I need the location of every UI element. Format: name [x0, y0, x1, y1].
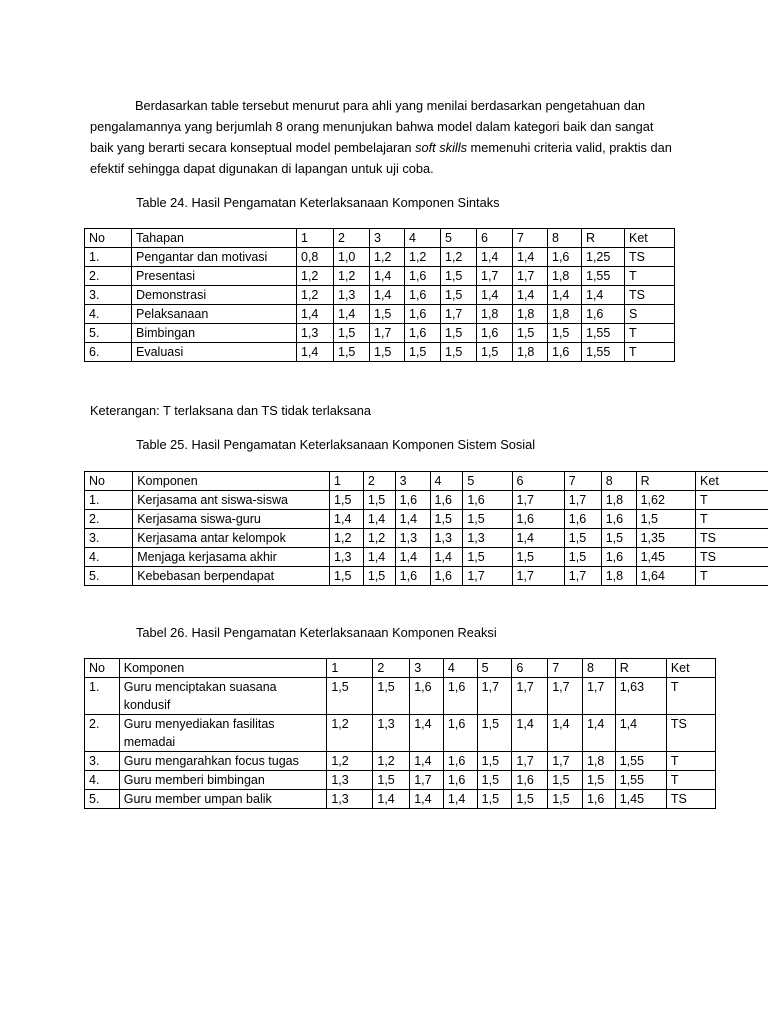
table-cell: 1,7	[564, 567, 601, 586]
table-cell: 1,62	[636, 491, 695, 510]
column-header: 4	[430, 472, 463, 491]
table-cell: 1,2	[441, 248, 477, 267]
column-header: 7	[548, 659, 583, 678]
table-cell: Pengantar dan motivasi	[132, 248, 297, 267]
table-cell: 1,2	[373, 752, 410, 771]
table-cell: 1,3	[330, 548, 364, 567]
table-cell: 1,4	[334, 305, 370, 324]
table-cell: 1,5	[564, 529, 601, 548]
table-cell: TS	[666, 790, 715, 809]
table-cell: 1,5	[441, 267, 477, 286]
table-cell: 1,5	[441, 343, 477, 362]
table-cell: 1,4	[582, 715, 615, 752]
table-cell: 1,4	[615, 715, 666, 752]
table-row	[85, 305, 675, 324]
table-cell: 1,7	[477, 267, 513, 286]
table-cell: 1,7	[512, 491, 564, 510]
table-row	[85, 567, 768, 586]
table-cell: Menjaga kerjasama akhir	[133, 548, 330, 567]
table-cell: 1,2	[363, 529, 395, 548]
table24-body	[85, 248, 675, 362]
table-cell: 1,7	[512, 678, 548, 715]
table-cell: 1,5	[477, 790, 512, 809]
table-cell: 1,4	[512, 529, 564, 548]
table-cell: 1,6	[405, 286, 441, 305]
table-cell: T	[666, 771, 715, 790]
table-cell: 1,5	[477, 715, 512, 752]
column-header: R	[582, 229, 625, 248]
table26-header-row	[85, 659, 716, 678]
column-header: 3	[410, 659, 444, 678]
table-cell: 1,5	[327, 678, 373, 715]
table-cell: 1,63	[615, 678, 666, 715]
table-cell: T	[625, 324, 675, 343]
table-cell: T	[666, 678, 715, 715]
table-cell: 1,5	[463, 548, 512, 567]
table-cell: 1,2	[297, 286, 334, 305]
column-header: 3	[395, 472, 430, 491]
table26-header	[85, 659, 716, 678]
table-row	[85, 343, 675, 362]
paragraph-text-end: memenuhi criteria valid, praktis dan efektif sehingga dapat digunakan di lapangan untuk uji coba.	[90, 140, 672, 176]
table-cell: 4.	[85, 305, 132, 324]
table-cell: T	[696, 491, 768, 510]
column-header: 1	[297, 229, 334, 248]
column-header: Ket	[625, 229, 675, 248]
column-header: 7	[564, 472, 601, 491]
table-cell: 1,5	[548, 324, 582, 343]
table25-header	[85, 472, 768, 491]
table-cell: 5.	[85, 567, 133, 586]
table-cell: 1,4	[443, 790, 477, 809]
table-cell: 1,5	[564, 548, 601, 567]
table-row	[85, 248, 675, 267]
column-header: 8	[548, 229, 582, 248]
table-cell: TS	[625, 286, 675, 305]
table-cell: TS	[696, 548, 768, 567]
table-cell: 1,6	[512, 771, 548, 790]
table-cell: 1,4	[395, 548, 430, 567]
table-cell: 4.	[85, 771, 120, 790]
table25-caption: Table 25. Hasil Pengamatan Keterlaksanaan Komponen Sistem Sosial	[136, 437, 536, 452]
table-cell: 1.	[85, 491, 133, 510]
table-cell: Guru menciptakan suasana kondusif	[119, 678, 327, 715]
table-cell: 1,7	[441, 305, 477, 324]
table-cell: 2.	[85, 267, 132, 286]
column-header: 1	[330, 472, 364, 491]
table-cell: 1,6	[443, 715, 477, 752]
table-cell: 1,6	[395, 567, 430, 586]
table-cell: T	[625, 267, 675, 286]
table-cell: 1,8	[548, 267, 582, 286]
table-cell: Kerjasama ant siswa-siswa	[133, 491, 330, 510]
table-cell: 1,7	[548, 678, 583, 715]
column-header: Komponen	[133, 472, 330, 491]
table-row	[85, 790, 716, 809]
column-header: R	[615, 659, 666, 678]
paragraph-italic-term: soft skills	[415, 140, 467, 155]
table-cell: 1,5	[513, 324, 548, 343]
table-cell: 1,5	[334, 343, 370, 362]
column-header: 6	[512, 472, 564, 491]
table-cell: 1,5	[548, 771, 583, 790]
table-cell: 5.	[85, 790, 120, 809]
table-cell: 1,4	[370, 286, 405, 305]
table-row	[85, 678, 716, 715]
table-cell: 1,55	[615, 771, 666, 790]
table-cell: Presentasi	[132, 267, 297, 286]
table-row	[85, 286, 675, 305]
table-cell: 1,5	[363, 567, 395, 586]
table-cell: 1,4	[330, 510, 364, 529]
table25	[84, 471, 768, 586]
table-cell: 1,4	[410, 715, 444, 752]
table-cell: 6.	[85, 343, 132, 362]
table-cell: 1,2	[334, 267, 370, 286]
table-cell: 1,2	[370, 248, 405, 267]
table-cell: 1,6	[564, 510, 601, 529]
table-cell: 1,6	[405, 267, 441, 286]
table-cell: TS	[625, 248, 675, 267]
table-cell: 1,6	[405, 324, 441, 343]
table-cell: 1,4	[297, 343, 334, 362]
table-cell: 1.	[85, 248, 132, 267]
table-cell: 1,3	[463, 529, 512, 548]
table-cell: 1,4	[363, 510, 395, 529]
column-header: 8	[582, 659, 615, 678]
table-cell: 1,5	[636, 510, 695, 529]
table25-header-row	[85, 472, 768, 491]
column-header: Ket	[696, 472, 768, 491]
table26-body	[85, 678, 716, 809]
table-cell: 4.	[85, 548, 133, 567]
column-header: 6	[477, 229, 513, 248]
column-header: 5	[463, 472, 512, 491]
column-header: Ket	[666, 659, 715, 678]
table-cell: 1,5	[441, 324, 477, 343]
table-cell: 1,45	[615, 790, 666, 809]
table-cell: 1,3	[327, 790, 373, 809]
table-cell: 1,3	[327, 771, 373, 790]
table-row	[85, 548, 768, 567]
table-cell: 1,6	[443, 771, 477, 790]
table-cell: 1,5	[405, 343, 441, 362]
table-cell: 3.	[85, 752, 120, 771]
table-cell: 1.	[85, 678, 120, 715]
table-cell: Kebebasan berpendapat	[133, 567, 330, 586]
table-row	[85, 529, 768, 548]
table-cell: T	[666, 752, 715, 771]
table-cell: 1,5	[512, 548, 564, 567]
table-cell: 1,5	[477, 771, 512, 790]
table-cell: 1,8	[513, 343, 548, 362]
table-cell: 1,8	[601, 567, 636, 586]
column-header: 2	[334, 229, 370, 248]
table-cell: Evaluasi	[132, 343, 297, 362]
table-cell: Guru member umpan balik	[119, 790, 327, 809]
table-cell: 1,4	[430, 548, 463, 567]
table-cell: 1,4	[297, 305, 334, 324]
table25-body	[85, 491, 768, 586]
table-cell: 1,7	[512, 752, 548, 771]
column-header: 7	[513, 229, 548, 248]
table-cell: 1,64	[636, 567, 695, 586]
table-cell: 1,5	[373, 771, 410, 790]
table-cell: 1,4	[513, 248, 548, 267]
table-cell: 1,6	[405, 305, 441, 324]
table-cell: Kerjasama antar kelompok	[133, 529, 330, 548]
legend-note: Keterangan: T terlaksana dan TS tidak terlaksana	[90, 403, 372, 418]
table26	[84, 658, 716, 809]
column-header: 5	[477, 659, 512, 678]
table-cell: 1,6	[430, 491, 463, 510]
table-cell: 1,4	[512, 715, 548, 752]
table-cell: 1,5	[363, 491, 395, 510]
table-cell: 1,55	[582, 324, 625, 343]
table-cell: 1,5	[601, 529, 636, 548]
table-cell: Pelaksanaan	[132, 305, 297, 324]
table-cell: 2.	[85, 510, 133, 529]
table-cell: 1,5	[548, 790, 583, 809]
table-cell: 1,5	[430, 510, 463, 529]
table-cell: Demonstrasi	[132, 286, 297, 305]
table-cell: 1,5	[463, 510, 512, 529]
table-cell: 1,5	[330, 567, 364, 586]
table-cell: 1,2	[330, 529, 364, 548]
table24	[84, 228, 675, 362]
table26-caption: Tabel 26. Hasil Pengamatan Keterlaksanaan Komponen Reaksi	[136, 625, 497, 640]
column-header: R	[636, 472, 695, 491]
table-cell: 1,6	[601, 510, 636, 529]
table-cell: 1,5	[441, 286, 477, 305]
table-cell: 1,3	[297, 324, 334, 343]
table-cell: 1,4	[477, 248, 513, 267]
column-header: No	[85, 659, 120, 678]
table-cell: 1,2	[405, 248, 441, 267]
column-header: 2	[363, 472, 395, 491]
table-cell: 1,0	[334, 248, 370, 267]
table-cell: 1,4	[395, 510, 430, 529]
table-cell: 1,6	[443, 752, 477, 771]
table-cell: 1,4	[548, 286, 582, 305]
table-cell: T	[696, 567, 768, 586]
table-cell: Guru memberi bimbingan	[119, 771, 327, 790]
table-cell: 1,3	[334, 286, 370, 305]
table-cell: 1,6	[582, 790, 615, 809]
table-cell: 1,4	[370, 267, 405, 286]
table-cell: 1,7	[582, 678, 615, 715]
table-cell: 1,4	[410, 752, 444, 771]
table-cell: 1,7	[410, 771, 444, 790]
table-cell: 0,8	[297, 248, 334, 267]
table24-header	[85, 229, 675, 248]
column-header: Tahapan	[132, 229, 297, 248]
table-row	[85, 715, 716, 752]
table-cell: 1,7	[463, 567, 512, 586]
table-cell: 1,25	[582, 248, 625, 267]
table-cell: 1,4	[582, 286, 625, 305]
table-cell: 1,2	[327, 752, 373, 771]
table-cell: 1,5	[334, 324, 370, 343]
table-cell: 1,3	[430, 529, 463, 548]
column-header: 1	[327, 659, 373, 678]
table-cell: 1,2	[327, 715, 373, 752]
table-cell: 1,6	[463, 491, 512, 510]
column-header: 5	[441, 229, 477, 248]
table-cell: 1,5	[370, 343, 405, 362]
table-cell: Bimbingan	[132, 324, 297, 343]
table-cell: 3.	[85, 286, 132, 305]
table24-header-row	[85, 229, 675, 248]
column-header: Komponen	[119, 659, 327, 678]
table-cell: TS	[666, 715, 715, 752]
table-row	[85, 510, 768, 529]
intro-paragraph	[90, 95, 680, 179]
table-cell: 1,5	[477, 343, 513, 362]
table-cell: Guru menyediakan fasilitas memadai	[119, 715, 327, 752]
table-cell: 1,6	[582, 305, 625, 324]
table-cell: 1,7	[370, 324, 405, 343]
table-cell: 1,45	[636, 548, 695, 567]
table-cell: 1,6	[430, 567, 463, 586]
table-cell: 1,4	[513, 286, 548, 305]
table-cell: 1,5	[512, 790, 548, 809]
table-cell: 1,6	[512, 510, 564, 529]
table-cell: 1,3	[373, 715, 410, 752]
table-cell: 1,8	[477, 305, 513, 324]
table-cell: 1,5	[373, 678, 410, 715]
table-cell: T	[696, 510, 768, 529]
column-header: 2	[373, 659, 410, 678]
table-cell: 1,6	[395, 491, 430, 510]
column-header: No	[85, 472, 133, 491]
table-cell: 1,6	[477, 324, 513, 343]
table-cell: 1,7	[477, 678, 512, 715]
table-cell: 1,6	[548, 248, 582, 267]
table-cell: 1,4	[410, 790, 444, 809]
table-cell: Guru mengarahkan focus tugas	[119, 752, 327, 771]
table-cell: 1,4	[548, 715, 583, 752]
table-row	[85, 752, 716, 771]
table-cell: 1,8	[601, 491, 636, 510]
table-cell: 1,55	[582, 267, 625, 286]
table-row	[85, 324, 675, 343]
table-cell: 3.	[85, 529, 133, 548]
table-cell: 1,8	[548, 305, 582, 324]
table-cell: 1,6	[548, 343, 582, 362]
table-cell: 1,7	[548, 752, 583, 771]
table-cell: 1,55	[582, 343, 625, 362]
column-header: 4	[443, 659, 477, 678]
table-cell: TS	[696, 529, 768, 548]
table-cell: 1,4	[373, 790, 410, 809]
table-cell: 1,5	[370, 305, 405, 324]
table-cell: 1,8	[582, 752, 615, 771]
table-cell: 1,6	[410, 678, 444, 715]
table24-caption: Table 24. Hasil Pengamatan Keterlaksanaan Komponen Sintaks	[136, 195, 500, 210]
table-cell: Kerjasama siswa-guru	[133, 510, 330, 529]
table-cell: 1,35	[636, 529, 695, 548]
table-cell: 1,4	[363, 548, 395, 567]
table-row	[85, 267, 675, 286]
table-cell: 1,5	[477, 752, 512, 771]
table-cell: 1,7	[513, 267, 548, 286]
table-cell: 1,5	[582, 771, 615, 790]
table-cell: 1,3	[395, 529, 430, 548]
table-cell: 1,4	[477, 286, 513, 305]
table-cell: S	[625, 305, 675, 324]
paragraph-text-start: Berdasarkan table tersebut menurut para ahli yang menilai berdasarkan pengetahuan dan pengalamannya yang berjumlah 8 orang menunjukan bahwa model dalam kategori baik dan sangat baik yang berarti secara konseptual model pembelajaran	[90, 98, 654, 155]
table-cell: T	[625, 343, 675, 362]
column-header: 4	[405, 229, 441, 248]
table-row	[85, 491, 768, 510]
table-cell: 1,7	[564, 491, 601, 510]
column-header: 8	[601, 472, 636, 491]
table-row	[85, 771, 716, 790]
table-cell: 1,6	[601, 548, 636, 567]
table-cell: 1,2	[297, 267, 334, 286]
column-header: 3	[370, 229, 405, 248]
table-cell: 2.	[85, 715, 120, 752]
column-header: No	[85, 229, 132, 248]
table-cell: 5.	[85, 324, 132, 343]
table-cell: 1,8	[513, 305, 548, 324]
table-cell: 1,6	[443, 678, 477, 715]
column-header: 6	[512, 659, 548, 678]
table-cell: 1,7	[512, 567, 564, 586]
table-cell: 1,5	[330, 491, 364, 510]
table-cell: 1,55	[615, 752, 666, 771]
